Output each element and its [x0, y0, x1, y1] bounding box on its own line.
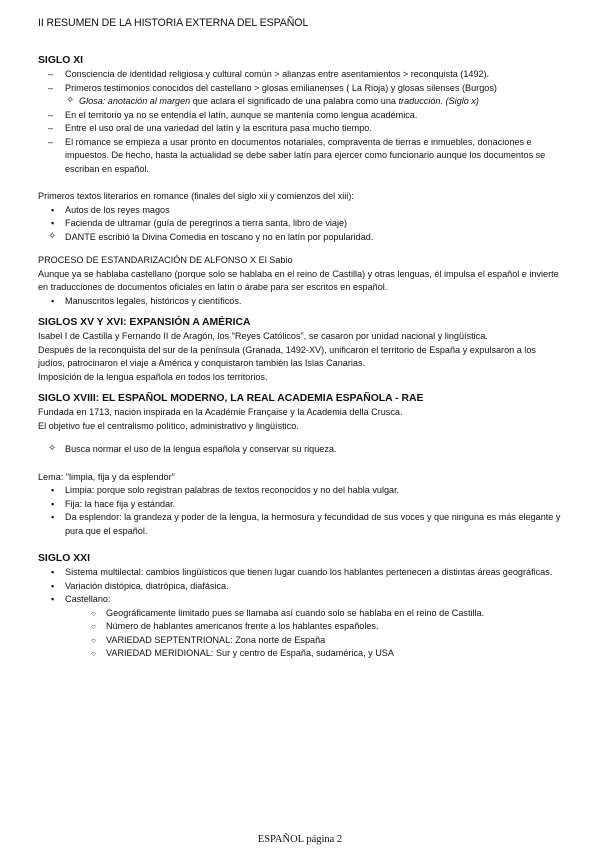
bullet-icon: ▪	[51, 580, 55, 591]
paragraph: Fundada en 1713, nación inspirada en la Académie Française y la Academia della Crusca.	[38, 407, 403, 417]
dash-icon: –	[48, 109, 54, 120]
lema-list	[38, 484, 564, 538]
dash-icon: –	[48, 136, 54, 147]
lit-list	[38, 204, 564, 231]
siglo-xi-list	[38, 68, 564, 95]
bullet-icon: ▪	[51, 295, 55, 306]
list-item: ▪ Castellano:	[38, 593, 564, 607]
list-item: ▪ Limpia: porque solo registran palabras de textos reconocidos y no del habla vulgar.	[38, 484, 564, 498]
alfonso-list	[38, 295, 564, 309]
castellano-sublist	[38, 607, 564, 661]
siglo-xxi-list	[38, 566, 564, 607]
list-item: ▪ Fija: la hace fija y estándar.	[38, 498, 564, 512]
list-item: ▪ Sistema multilectal: cambios lingüísticos que tienen lugar cuando los hablantes pertenecen a distintas áreas geográficas.	[38, 566, 564, 580]
four-point-star-icon: ✧	[48, 443, 57, 454]
alfonso-title: PROCESO DE ESTANDARIZACIÓN DE ALFONSO X El Sabio	[38, 255, 293, 265]
circle-icon: ○	[91, 608, 96, 618]
list-item: ○ VARIEDAD SEPTENTRIONAL: Zona norte de España	[38, 634, 564, 648]
lit-intro: Primeros textos literarios en romance (finales del siglo xii y comienzos del xiii):	[38, 191, 354, 201]
circle-icon: ○	[91, 622, 96, 631]
list-item: – El romance se empieza a usar pronto en documentos notariales, compraventa de tierras e inmuebles, donaciones e impuestos. De hecho, hasta la actualidad se debe saber latín para ejercer como funcionario aunque los documentos se escriban en español.	[48, 136, 546, 174]
heading-siglo-xi: SIGLO XI	[38, 55, 84, 66]
list-item: ○ Geográficamente limitado pues se llamaba así cuando solo se hablaba en el reino de Castilla.	[38, 607, 564, 621]
circle-icon: ○	[91, 649, 96, 658]
bullet-icon: ▪	[51, 204, 55, 215]
list-item: ▪ Variación distópica, diatrópica, diafásica.	[38, 580, 564, 594]
bullet-icon: ▪	[51, 567, 55, 577]
heading-siglo-xxi: SIGLO XXI	[38, 553, 90, 564]
alfonso-text: Aunque ya se hablaba castellano (porque solo se hablaba en el reino de Castilla) y otras lenguas, él impulsa el español e invierte en traducciones de documentos oficiales en latín o árabe para ser escritos en español.	[38, 268, 559, 292]
dash-icon: –	[48, 82, 54, 93]
paragraph: El objetivo fue el centralismo político, administrativo y lingüístico.	[38, 420, 299, 431]
paragraph: Después de la reconquista del sur de la península (Granada, 1492-XV), unificaron el territorio de España y expulsaron a los judíos, patrocinaron el viaje a América y conquistaron también las Islas Canarias.	[38, 344, 536, 368]
list-item: – En el territorio ya no se entendía el latín, aunque se mantenía como lengua académica.	[38, 109, 564, 123]
list-item: – Primeros testimonios conocidos del castellano > glosas emilianenses ( La Rioja) y glosas silenses (Burgos)	[38, 82, 564, 96]
paragraph: Imposición de la lengua española en todos los territorios.	[38, 371, 268, 382]
siglo-xi-list-2	[38, 109, 564, 177]
dash-icon: –	[48, 69, 54, 79]
page-footer: ESPAÑOL página 2	[257, 834, 343, 845]
list-item: ✧ Busca normar el uso de la lengua española y conservar su riqueza.	[48, 443, 337, 454]
heading-siglo-xviii: SIGLO XVIII: EL ESPAÑOL MODERNO, LA REAL ACADEMIA ESPAÑOLA - RAE	[38, 393, 424, 404]
four-point-star-icon: ✧	[48, 230, 57, 242]
bullet-icon: ▪	[51, 512, 55, 522]
bullet-icon: ▪	[51, 485, 55, 495]
dante-list	[38, 231, 564, 245]
rae-goal-list	[38, 443, 564, 457]
list-item: ▪ Facienda de ultramar (guía de peregrinos a tierra santa, libro de viaje)	[38, 217, 564, 231]
circle-icon: ○	[91, 635, 96, 645]
four-point-star-icon: ✧	[66, 95, 75, 106]
list-item: ▪ Autos de los reyes magos	[38, 204, 564, 218]
list-item: ○ Número de hablantes americanos frente a los hablantes españoles.	[38, 620, 564, 634]
list-item: – Entre el uso oral de una variedad del latín y la escritura pasa mucho tiempo.	[38, 122, 564, 136]
dash-icon: –	[48, 123, 54, 133]
bullet-icon: ▪	[51, 594, 55, 604]
list-item: – Consciencia de identidad religiosa y cultural común > alianzas entre asentamientos > reconquista (1492).	[38, 68, 564, 82]
paragraph: Isabel I de Castilla y Fernando II de Aragón, los "Reyes Católicos", se casaron por unidad nacional y lingüística.	[38, 331, 488, 341]
glosa-list	[38, 95, 564, 109]
list-item: ✧ DANTE escribió la Divina Comedia en toscano y no en latín por popularidad.	[48, 230, 374, 242]
lema: Lema: "limpia, fija y da esplendor"	[38, 471, 175, 482]
heading-siglos-xv-xvi: SIGLOS XV Y XVI: EXPANSIÓN A AMÉRICA	[38, 317, 251, 328]
list-item: ▪ Manuscritos legales, históricos y científicos.	[38, 295, 564, 309]
bullet-icon: ▪	[51, 218, 55, 228]
list-item: ▪ Da esplendor: la grandeza y poder de la lengua, la hermosura y fecundidad de sus voces y que ninguna es más elegante y pura que el español.	[51, 512, 561, 536]
bullet-icon: ▪	[51, 498, 55, 509]
document-body	[38, 54, 564, 661]
document-title: II RESUMEN DE LA HISTORIA EXTERNA DEL ESPAÑOL	[38, 17, 309, 29]
list-item: ✧ Glosa: anotación al margen que aclara el significado de una palabra como una traducción. (Siglo x)	[66, 95, 479, 106]
list-item: ○ VARIEDAD MERIDIONAL: Sur y centro de España, sudamérica, y USA	[38, 647, 564, 661]
